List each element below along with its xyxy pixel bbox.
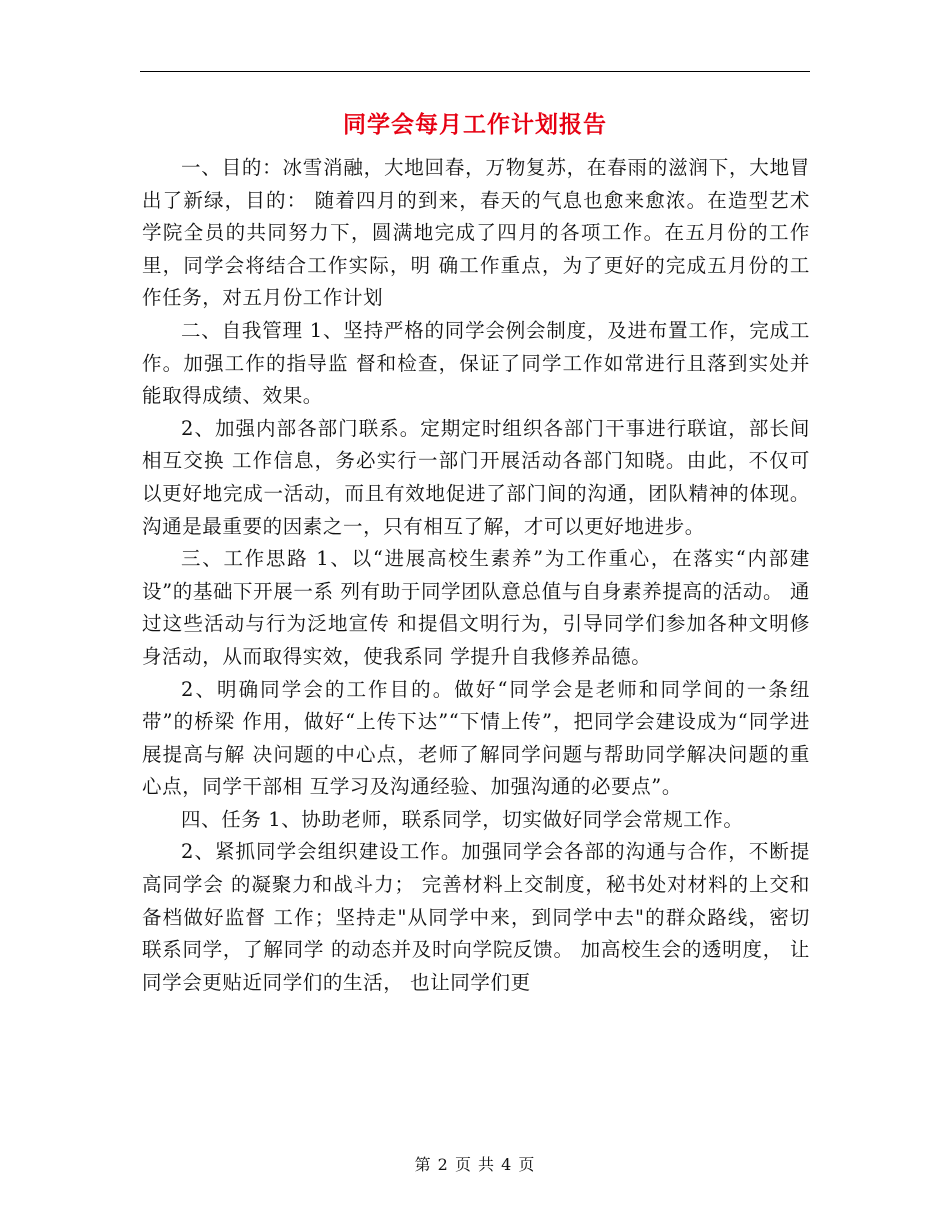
paragraph-purpose: 一、目的：冰雪消融，大地回春，万物复苏，在春雨的滋润下，大地冒出了新绿，目的： 随着四月的到来，春天的气息也愈来愈浓。在造型艺术学院全员的共同努力下，圆满地完成了四月的各项工作。在五月份的工作里，同学会将结合工作实际，明 确工作重点，为了更好的完成五月份的工作任务，对五月份工作计划 (142, 156, 810, 310)
paragraph-work-approach: 三、工作思路 1、以“进展高校生素养”为工作重心，在落实“内部建设”的基础下开展一系 列有助于同学团队意总值与自身素养提高的活动。 通过这些活动与行为泛地宣传 和提倡文明行为，引导同学们参加各种文明修身活动，从而取得实效，使我系同 学提升自我修养品德。 (142, 547, 810, 668)
page-footer (0, 1153, 950, 1177)
paragraph-tasks: 四、任务 1、协助老师，联系同学，切实做好同学会常规工作。 (181, 807, 744, 831)
document-title: 同学会每月工作计划报告 (343, 111, 607, 138)
document-body (142, 152, 810, 999)
paragraph-self-management: 二、自我管理 1、坚持严格的同学会例会制度，及进布置工作，完成工作。加强工作的指导监 督和检查，保证了同学工作如常进行且落到实处并能取得成绩、效果。 (142, 318, 810, 408)
paragraph-organization: 2、紧抓同学会组织建设工作。加强同学会各部的沟通与合作，不断提高同学会 的凝聚力和战斗力； 完善材料上交制度，秘书处对材料的上交和备档做好监督 工作；坚持走"从同学中来，到同学中去"的群众路线，密切联系同学，了解同学 的动态并及时向学院反馈。 加高校生会的透明度， 让同学会更贴近同学们的生活， 也让同学们更 (142, 840, 810, 994)
footer-prefix: 第 (414, 1155, 432, 1174)
footer-page-number: 2 (437, 1155, 449, 1174)
footer-suffix: 页 (518, 1155, 536, 1174)
footer-total-pages: 4 (501, 1155, 513, 1174)
header-rule (140, 71, 810, 72)
footer-middle: 页 共 (454, 1155, 496, 1174)
paragraph-department-contact: 2、加强内部各部门联系。定期定时组织各部门干事进行联谊，部长间相互交换 工作信息，务必实行一部门开展活动各部门知晓。由此，不仅可以更好地完成一活动，而且有效地促进了部门间的沟通，团队精神的体现。沟通是最重要的因素之一，只有相互了解，才可以更好地进步。 (142, 416, 810, 538)
paragraph-work-goal: 2、明确同学会的工作目的。做好“同学会是老师和同学间的一条纽带”的桥梁 作用，做好“上传下达”“下情上传”，把同学会建设成为“同学进展提高与解 决问题的中心点，老师了解同学问题与帮助同学解决问题的重心点，同学干部相 互学习及沟通经验、加强沟通的必要点”。 (142, 677, 810, 799)
